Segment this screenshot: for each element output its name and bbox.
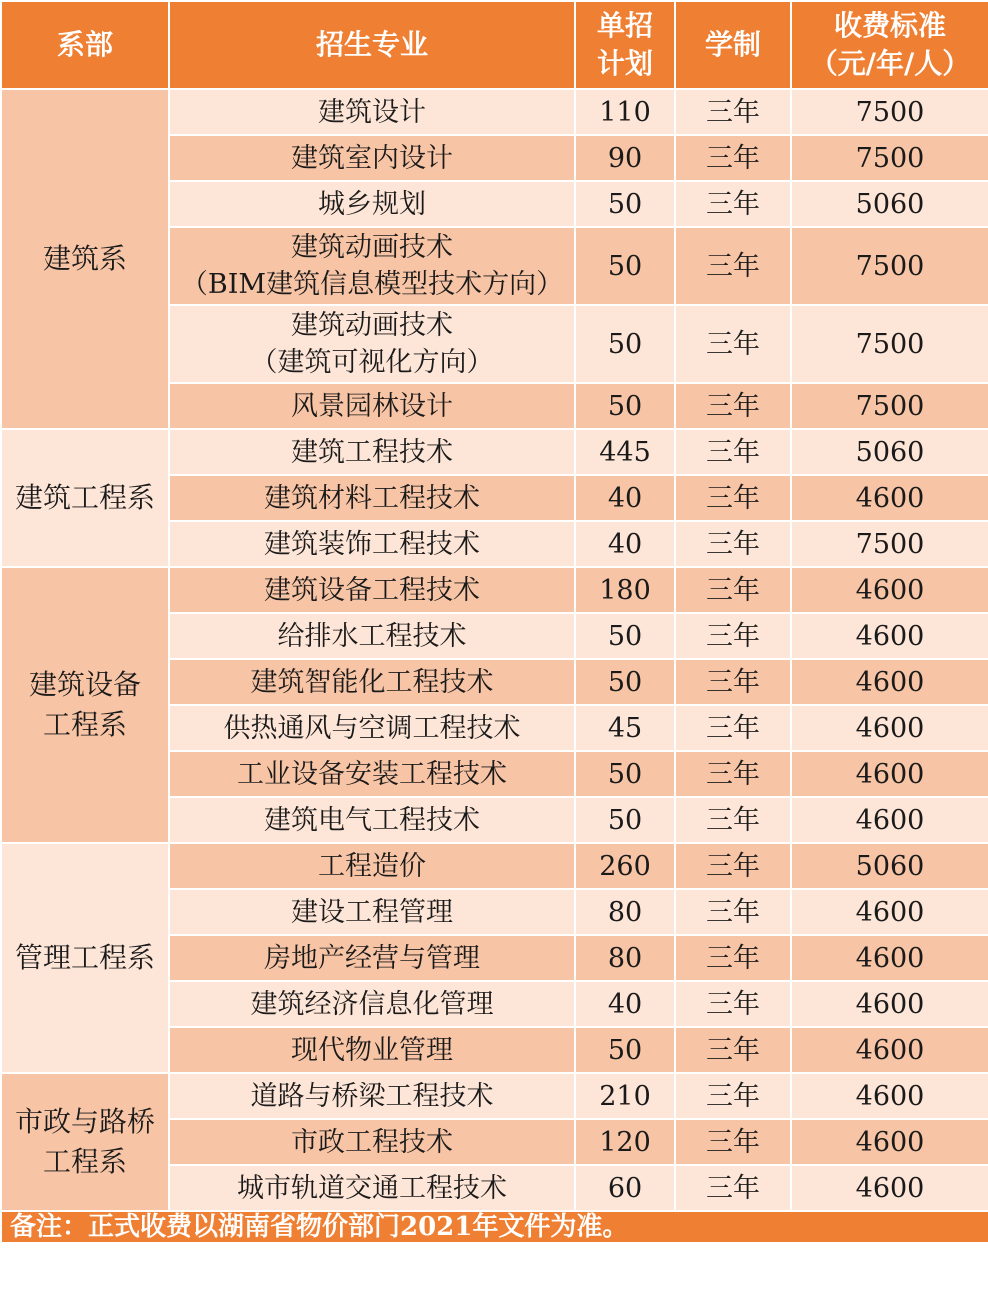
header-plan-line2: 计划 — [596, 47, 653, 80]
plan-cell: 50 — [575, 659, 675, 705]
major-name-line: 建筑室内设计 — [291, 142, 453, 174]
fee-cell: 4600 — [791, 705, 988, 751]
fee-cell: 4600 — [791, 751, 988, 797]
dept-name-line: 建筑工程系 — [14, 481, 155, 514]
major-name-line: 供热通风与空调工程技术 — [223, 712, 521, 744]
header-row — [1, 1, 988, 89]
plan-cell: 50 — [575, 227, 675, 305]
duration-cell: 三年 — [675, 1027, 791, 1073]
major-cell — [169, 227, 575, 305]
major-cell — [169, 889, 575, 935]
dept-name-line: 市政与路桥 — [14, 1105, 155, 1138]
header-plan — [575, 1, 675, 89]
plan-cell: 60 — [575, 1165, 675, 1211]
header-fee-line1: 收费标准 — [833, 9, 946, 42]
major-name-line: 建筑动画技术 — [291, 232, 453, 263]
major-cell — [169, 305, 575, 383]
dept-cell — [1, 429, 169, 567]
major-name-line: （BIM建筑信息模型技术方向） — [180, 269, 564, 300]
major-name-line: 风景园林设计 — [291, 390, 453, 422]
fee-cell: 5060 — [791, 843, 988, 889]
duration-cell: 三年 — [675, 1119, 791, 1165]
fee-cell: 7500 — [791, 305, 988, 383]
fee-cell: 7500 — [791, 89, 988, 135]
plan-cell: 40 — [575, 521, 675, 567]
dept-name-line: 工程系 — [42, 1145, 127, 1178]
header-plan-line1: 单招 — [596, 9, 653, 42]
dept-cell — [1, 1073, 169, 1211]
major-name-line: 道路与桥梁工程技术 — [250, 1080, 494, 1112]
major-name-line: （建筑可视化方向） — [250, 347, 494, 378]
table-row — [1, 1073, 988, 1119]
plan-cell: 80 — [575, 889, 675, 935]
major-cell — [169, 1027, 575, 1073]
major-name-line: 建筑智能化工程技术 — [250, 666, 494, 698]
major-cell — [169, 1073, 575, 1119]
major-cell — [169, 383, 575, 429]
fee-cell: 4600 — [791, 889, 988, 935]
header-fee-line2: （元/年/人） — [809, 47, 971, 80]
dept-name-line: 建筑设备 — [28, 668, 141, 701]
plan-cell: 50 — [575, 1027, 675, 1073]
duration-cell: 三年 — [675, 135, 791, 181]
plan-cell: 50 — [575, 383, 675, 429]
dept-name-line: 管理工程系 — [14, 941, 155, 974]
plan-cell: 50 — [575, 181, 675, 227]
note-text: 备注：正式收费以湖南省物价部门2021年文件为准。 — [1, 1211, 988, 1243]
plan-cell: 90 — [575, 135, 675, 181]
major-cell — [169, 613, 575, 659]
major-cell — [169, 521, 575, 567]
plan-cell: 445 — [575, 429, 675, 475]
major-cell — [169, 705, 575, 751]
major-cell — [169, 475, 575, 521]
fee-cell: 5060 — [791, 181, 988, 227]
fee-cell: 7500 — [791, 383, 988, 429]
fee-cell: 4600 — [791, 659, 988, 705]
plan-cell: 45 — [575, 705, 675, 751]
duration-cell: 三年 — [675, 305, 791, 383]
duration-cell: 三年 — [675, 843, 791, 889]
fee-cell: 7500 — [791, 521, 988, 567]
fee-cell: 4600 — [791, 1027, 988, 1073]
major-cell — [169, 1119, 575, 1165]
table-row — [1, 429, 988, 475]
major-cell — [169, 751, 575, 797]
major-name-line: 建筑工程技术 — [291, 436, 453, 468]
duration-cell: 三年 — [675, 659, 791, 705]
duration-cell: 三年 — [675, 705, 791, 751]
major-name-line: 工业设备安装工程技术 — [237, 758, 507, 790]
fee-cell: 5060 — [791, 429, 988, 475]
major-name-line: 建筑电气工程技术 — [264, 804, 480, 836]
dept-cell — [1, 89, 169, 429]
note-row — [1, 1211, 988, 1243]
major-cell — [169, 135, 575, 181]
dept-cell — [1, 567, 169, 843]
major-cell — [169, 659, 575, 705]
plan-cell: 50 — [575, 751, 675, 797]
dept-name-line: 建筑系 — [42, 242, 127, 275]
plan-cell: 180 — [575, 567, 675, 613]
plan-cell: 110 — [575, 89, 675, 135]
plan-cell: 120 — [575, 1119, 675, 1165]
major-name-line: 建筑设计 — [318, 96, 426, 128]
duration-cell: 三年 — [675, 751, 791, 797]
major-cell — [169, 429, 575, 475]
header-duration: 学制 — [675, 1, 791, 89]
major-cell — [169, 567, 575, 613]
major-cell — [169, 935, 575, 981]
plan-cell: 50 — [575, 305, 675, 383]
duration-cell: 三年 — [675, 521, 791, 567]
duration-cell: 三年 — [675, 889, 791, 935]
major-cell — [169, 981, 575, 1027]
major-name-line: 城市轨道交通工程技术 — [237, 1172, 507, 1204]
table-body — [1, 89, 988, 1211]
major-name-line: 房地产经营与管理 — [264, 942, 480, 974]
duration-cell: 三年 — [675, 227, 791, 305]
plan-cell: 50 — [575, 613, 675, 659]
fee-cell: 4600 — [791, 613, 988, 659]
major-name-line: 建筑设备工程技术 — [264, 574, 480, 606]
plan-cell: 50 — [575, 797, 675, 843]
fee-cell: 4600 — [791, 935, 988, 981]
duration-cell: 三年 — [675, 475, 791, 521]
duration-cell: 三年 — [675, 1165, 791, 1211]
fee-cell: 4600 — [791, 567, 988, 613]
header-dept: 系部 — [1, 1, 169, 89]
plan-cell: 40 — [575, 981, 675, 1027]
header-fee — [791, 1, 988, 89]
fee-cell: 7500 — [791, 227, 988, 305]
major-cell — [169, 89, 575, 135]
fee-cell: 4600 — [791, 1165, 988, 1211]
fee-cell: 7500 — [791, 135, 988, 181]
plan-cell: 80 — [575, 935, 675, 981]
table-row — [1, 567, 988, 613]
major-name-line: 建筑动画技术 — [291, 310, 453, 341]
duration-cell: 三年 — [675, 89, 791, 135]
major-name-line: 工程造价 — [318, 850, 426, 882]
duration-cell: 三年 — [675, 181, 791, 227]
major-name-line: 给排水工程技术 — [277, 620, 467, 652]
major-name-line: 市政工程技术 — [291, 1126, 453, 1158]
table-row — [1, 843, 988, 889]
table-row — [1, 89, 988, 135]
fee-cell: 4600 — [791, 797, 988, 843]
major-name-line: 现代物业管理 — [291, 1034, 453, 1066]
dept-name-line: 工程系 — [42, 708, 127, 741]
major-name-line: 城乡规划 — [318, 188, 426, 220]
duration-cell: 三年 — [675, 567, 791, 613]
duration-cell: 三年 — [675, 383, 791, 429]
duration-cell: 三年 — [675, 1073, 791, 1119]
dept-cell — [1, 843, 169, 1073]
duration-cell: 三年 — [675, 613, 791, 659]
duration-cell: 三年 — [675, 981, 791, 1027]
plan-cell: 210 — [575, 1073, 675, 1119]
duration-cell: 三年 — [675, 935, 791, 981]
major-cell — [169, 181, 575, 227]
major-cell — [169, 843, 575, 889]
fee-cell: 4600 — [791, 1073, 988, 1119]
major-name-line: 建筑装饰工程技术 — [264, 528, 480, 560]
duration-cell: 三年 — [675, 429, 791, 475]
major-name-line: 建筑材料工程技术 — [264, 482, 480, 514]
plan-cell: 260 — [575, 843, 675, 889]
duration-cell: 三年 — [675, 797, 791, 843]
header-major: 招生专业 — [169, 1, 575, 89]
major-cell — [169, 797, 575, 843]
fee-cell: 4600 — [791, 1119, 988, 1165]
major-name-line: 建设工程管理 — [291, 896, 453, 928]
fee-cell: 4600 — [791, 475, 988, 521]
major-name-line: 建筑经济信息化管理 — [250, 988, 494, 1020]
fee-cell: 4600 — [791, 981, 988, 1027]
plan-cell: 40 — [575, 475, 675, 521]
major-cell — [169, 1165, 575, 1211]
